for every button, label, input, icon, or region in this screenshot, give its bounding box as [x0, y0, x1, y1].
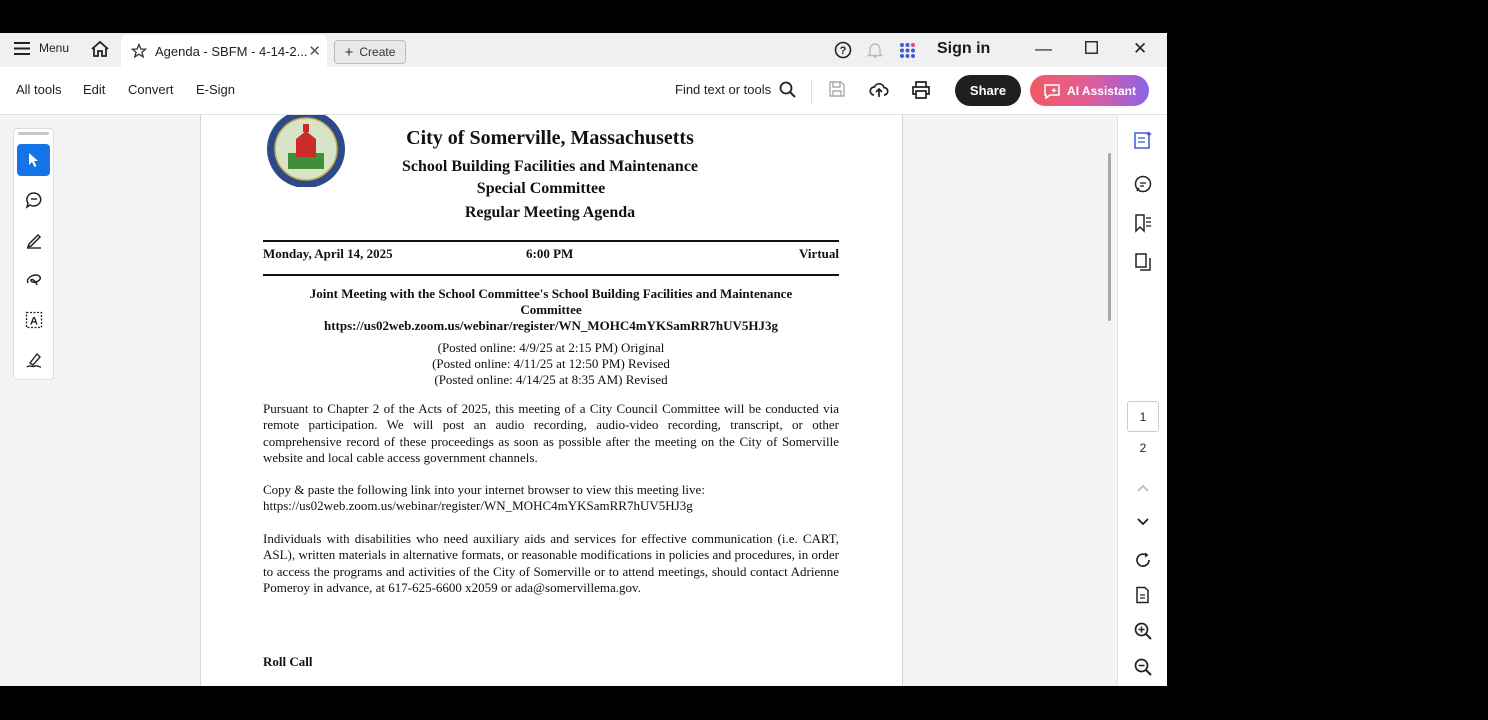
menu-button[interactable] — [14, 41, 69, 55]
find-text-or-tools[interactable] — [675, 81, 796, 98]
title-bar — [0, 33, 1167, 67]
convert-link[interactable]: Convert — [128, 82, 174, 97]
rail-drag-handle[interactable] — [18, 132, 49, 135]
right-panel-rail — [1117, 115, 1167, 686]
zoom-in-icon[interactable] — [1132, 620, 1154, 642]
close-window-icon[interactable]: ✕ — [1133, 39, 1148, 58]
svg-text:A: A — [29, 315, 38, 328]
header-rule-top — [263, 240, 839, 242]
document-area — [0, 115, 1117, 686]
joint-line-2: Committee — [520, 302, 582, 317]
print-icon[interactable] — [911, 80, 931, 100]
comments-panel-icon[interactable] — [1132, 173, 1154, 195]
ai-assistant-label: AI Assistant — [1067, 83, 1136, 98]
star-icon[interactable] — [131, 43, 147, 59]
menu-label: Menu — [39, 41, 70, 55]
share-button[interactable]: Share — [955, 75, 1021, 106]
pdf-page — [200, 115, 903, 686]
draw-tool[interactable] — [17, 264, 50, 296]
document-tab[interactable] — [121, 35, 327, 67]
select-tool[interactable] — [17, 144, 50, 176]
zoom-out-icon[interactable] — [1132, 656, 1154, 678]
vertical-scrollbar[interactable] — [1108, 153, 1111, 321]
quick-tools-rail — [13, 128, 54, 380]
home-button[interactable] — [90, 40, 110, 58]
meeting-location: Virtual — [799, 246, 839, 261]
posted-line: (Posted online: 4/11/25 at 12:50 PM) Revised — [432, 356, 670, 371]
search-icon — [779, 81, 796, 98]
meeting-type: Regular Meeting Agenda — [464, 204, 636, 221]
remote-participation-paragraph: Pursuant to Chapter 2 of the Acts of 2025, this meeting of a City Council Committee will be conducted via remote participation. We will post an audio recording, audio-video recording, transcript, or other comprehensive record of these proceedings as soon as possible after the meeting on the City of Somerville website and local cable access government channels. — [263, 401, 839, 465]
page-display-icon[interactable] — [1132, 584, 1154, 606]
save-icon[interactable] — [828, 80, 846, 98]
page-thumbnails-icon[interactable] — [1132, 251, 1154, 273]
tab-title: Agenda - SBFM - 4-14-2... — [155, 43, 308, 59]
create-button[interactable] — [334, 40, 406, 64]
previous-page-icon[interactable] — [1132, 477, 1154, 499]
bell-icon[interactable] — [866, 41, 884, 59]
joint-line-1: Joint Meeting with the School Committee's School Building Facilities and Maintenance — [309, 286, 793, 301]
city-seal-logo — [264, 115, 348, 187]
organization-title: City of Somerville, Massachusetts — [406, 127, 694, 149]
page-number-1[interactable]: 1 — [1127, 401, 1159, 432]
zoom-link-heading[interactable]: https://us02web.zoom.us/webinar/register/WN_MOHC4mYKSamRR7hUV5HJ3g — [323, 318, 779, 333]
freehand-draw-icon — [25, 271, 43, 289]
accessibility-paragraph: Individuals with disabilities who need auxiliary aids and services for effective communication (i.e. CART, ASL), written materials in alternative formats, or reasonable modifications in policies and procedures, in order to access the programs and activities of the City of Somerville or to attend meetings, should contact Adrienne Pomeroy in advance, at 617-625-6600 x2059 or ada@somervillema.gov. — [263, 531, 839, 595]
close-tab-icon[interactable]: ✕ — [308, 43, 321, 60]
sign-tool[interactable] — [17, 344, 50, 376]
ai-assistant-icon — [1043, 83, 1061, 99]
rotate-refresh-icon[interactable] — [1132, 549, 1154, 571]
joint-meeting-heading — [263, 286, 839, 334]
posting-history — [263, 340, 839, 388]
posted-line: (Posted online: 4/9/25 at 2:15 PM) Original — [437, 340, 665, 355]
create-label: Create — [359, 45, 396, 59]
help-icon[interactable] — [834, 41, 852, 59]
roll-call-heading: Roll Call — [263, 654, 313, 669]
posted-line: (Posted online: 4/14/25 at 8:35 AM) Revised — [434, 372, 668, 387]
edit-link[interactable]: Edit — [83, 82, 106, 97]
view-live-link[interactable]: https://us02web.zoom.us/webinar/register/WN_MOHC4mYKSamRR7hUV5HJ3g — [263, 498, 693, 514]
home-icon — [90, 40, 110, 58]
maximize-icon[interactable] — [1085, 39, 1098, 59]
header-rule-bottom — [263, 274, 839, 276]
apps-grid-icon[interactable] — [899, 42, 916, 59]
committee-title: School Building Facilities and Maintenance — [401, 158, 699, 175]
minimize-icon[interactable]: — — [1035, 39, 1052, 58]
text-select-icon — [25, 311, 43, 329]
meeting-date: Monday, April 14, 2025 — [263, 246, 393, 261]
view-live-paragraph — [263, 482, 839, 515]
next-page-icon[interactable] — [1132, 511, 1154, 533]
meeting-time: 6:00 PM — [526, 246, 574, 261]
svg-text:?: ? — [839, 45, 847, 57]
all-tools-link[interactable]: All tools — [16, 82, 62, 97]
plus-icon: + — [344, 43, 354, 61]
page-number-2[interactable]: 2 — [1139, 441, 1147, 455]
text-recognition-tool[interactable] — [17, 304, 50, 336]
upload-cloud-icon[interactable] — [869, 80, 889, 100]
bookmarks-icon[interactable] — [1132, 212, 1154, 234]
ai-assistant-button[interactable] — [1030, 75, 1149, 106]
comment-icon — [25, 191, 43, 209]
toolbar-divider — [811, 79, 812, 103]
pen-highlight-icon — [25, 231, 43, 249]
esign-link[interactable]: E-Sign — [196, 82, 236, 97]
acrobat-window — [0, 33, 1167, 686]
comment-tool[interactable] — [17, 184, 50, 216]
find-label: Find text or tools — [675, 82, 772, 97]
view-live-text: Copy & paste the following link into your internet browser to view this meeting live: — [263, 482, 705, 497]
toolbar — [0, 67, 1167, 115]
sign-in-button[interactable]: Sign in — [937, 40, 991, 57]
committee-subtitle: Special Committee — [476, 180, 606, 197]
signature-pen-icon — [25, 351, 43, 369]
hamburger-icon — [14, 42, 30, 55]
highlight-tool[interactable] — [17, 224, 50, 256]
ai-summary-icon[interactable] — [1132, 129, 1154, 151]
cursor-arrow-icon — [27, 152, 41, 168]
